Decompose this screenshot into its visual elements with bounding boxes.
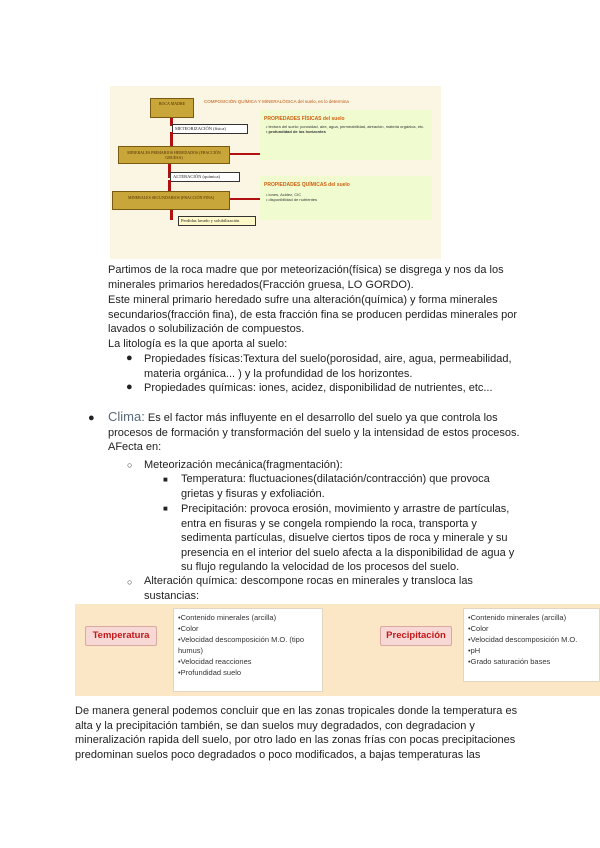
alteracion-box: [170, 172, 240, 182]
fisicas-title: PROPIEDADES FÍSICAS del suelo: [264, 116, 345, 122]
circle-bullet: ○: [127, 460, 133, 470]
bullet-dot: ●: [88, 412, 95, 424]
propiedades-fisicas-box: [260, 110, 432, 160]
square-bullet: ■: [163, 504, 168, 513]
temperatura-list: [173, 608, 323, 692]
precipitacion-item: •Color: [468, 624, 489, 633]
propiedades-quimicas-box: [260, 176, 432, 220]
minerales-secundarios-label: MINERALES SECUNDARIOS (FRACCIÓN FINA): [127, 195, 215, 200]
perdidas-box: [178, 216, 256, 226]
minerales-secundarios-box: [112, 191, 230, 210]
item-meteorizacion-mecanica: Meteorización mecánica(fragmentación):: [144, 459, 343, 471]
arrow-to-perdidas: [170, 210, 173, 220]
quimicas-item: • iones, Acidez, CIC: [266, 192, 302, 197]
paragraph-clima: [108, 410, 528, 455]
temperatura-item: •Velocidad reacciones: [178, 657, 252, 666]
item-precipitacion: Precipitación: provoca erosión, movimiento y arrastre de partículas, entra en fisuras y se congela rompiendo la roca, transporta y sedimenta partículas, disuelve ciertos tipos de roca y minerale y su presencia en el interior del suelo afecta a la disponibilidad de agua y su flujo regulando la velocidad de los procesos del suelo.: [181, 503, 515, 573]
circle-bullet: ○: [127, 577, 133, 587]
minerales-primarios-box: [118, 146, 230, 164]
precipitacion-list: [463, 608, 600, 682]
meteorizacion-label: METEORIZACIÓN (física): [175, 126, 226, 131]
climate-factors-figure: [75, 604, 600, 696]
paragraph-roca-madre: Partimos de la roca madre que por meteorización(física) se disgrega y nos da los minerales primarios heredados(Fracción gruesa, LO GORDO).: [108, 264, 504, 291]
square-bullet: ■: [163, 475, 168, 484]
fisicas-item: • textura del suelo: porosidad, aire, agua, permeabilidad, aireación, materia orgánica, etc.: [266, 124, 425, 129]
perdidas-label: Perdidas lavado y solubilización: [181, 218, 240, 223]
item-temperatura: Temperatura: fluctuaciones(dilatación/contracción) que provoca grietas y fisuras y exfoliación.: [181, 473, 490, 500]
arrow-to-quimicas: [230, 198, 260, 200]
temperatura-item: •Color: [178, 624, 199, 633]
precipitacion-item: •Grado saturación bases: [468, 657, 551, 666]
arrow-to-fisicas: [230, 153, 260, 155]
bullet-dot: ●: [126, 381, 133, 393]
clima-text: Es el factor más influyente en el desarrollo del suelo ya que controla los procesos de formación y transformación del suelo y la intensidad de estos procesos. AFecta en:: [108, 412, 520, 453]
paragraph-alteracion: Este mineral primario heredado sufre una alteración(química) y forma minerales secundarios(fracción fina), de esta fracción fina se producen perdidas minerales por lavados o solubilización de compuestos.: [108, 294, 518, 335]
fisicas-item: • profundidad de los horizontes: [266, 129, 326, 134]
precipitacion-item: •Velocidad descomposición M.O.: [468, 635, 578, 644]
quimicas-title: PROPIEDADES QUÍMICAS del suelo: [264, 182, 350, 188]
diagram-title: COMPOSICIÓN QUÍMICA Y MINERALÓGICA del suelo, es lo determina: [204, 99, 349, 104]
bullet-quimicas: Propiedades químicas: iones, acidez, disponibilidad de nutrientes, etc...: [144, 382, 493, 394]
bullet-fisicas: Propiedades físicas:Textura del suelo(porosidad, aire, agua, permeabilidad, materia orgánica... ) y la profundidad de los horizontes.: [144, 353, 512, 380]
temperatura-item: •Contenido minerales (arcilla): [178, 613, 277, 622]
roca-madre-box: [150, 98, 194, 118]
soil-composition-diagram: [110, 86, 441, 259]
bullet-dot: ●: [126, 352, 133, 364]
precipitacion-item: •Contenido minerales (arcilla): [468, 613, 567, 622]
precipitacion-item: •pH: [468, 646, 481, 655]
meteorizacion-box: [172, 124, 248, 134]
quimicas-item: • disponibilidad de nutrientes: [266, 197, 317, 202]
precipitacion-tag: Precipitación: [380, 626, 452, 646]
roca-madre-label: ROCA MADRE: [158, 101, 186, 106]
temperatura-item: •Profundidad suelo: [178, 668, 242, 677]
clima-label: Clima:: [108, 409, 145, 424]
item-alteracion-quimica: Alteración química: descompone rocas en minerales y transloca las sustancias:: [144, 575, 473, 602]
temperatura-tag: Temperatura: [85, 626, 157, 646]
paragraph-conclusion: De manera general podemos concluir que en las zonas tropicales donde la temperatura es alta y la precipitación también, se dan suelos muy degradados, con degradacion y mineralización rapida dell suelo, por otro lado en las zonas frías con pocas precipitaciones predominan suelos poco degradados o poco modificados, a bajas temperaturas las: [75, 705, 518, 761]
alteracion-label: ALTERACIÓN (química): [173, 174, 220, 179]
temperatura-item: •Velocidad descomposición M.O. (tipo humus): [178, 635, 305, 655]
paragraph-litologia: La litología es la que aporta al suelo:: [108, 338, 288, 350]
minerales-primarios-label: MINERALES PRIMARIOS HEREDADOS (FRACCIÓN GRUESA): [127, 150, 221, 160]
